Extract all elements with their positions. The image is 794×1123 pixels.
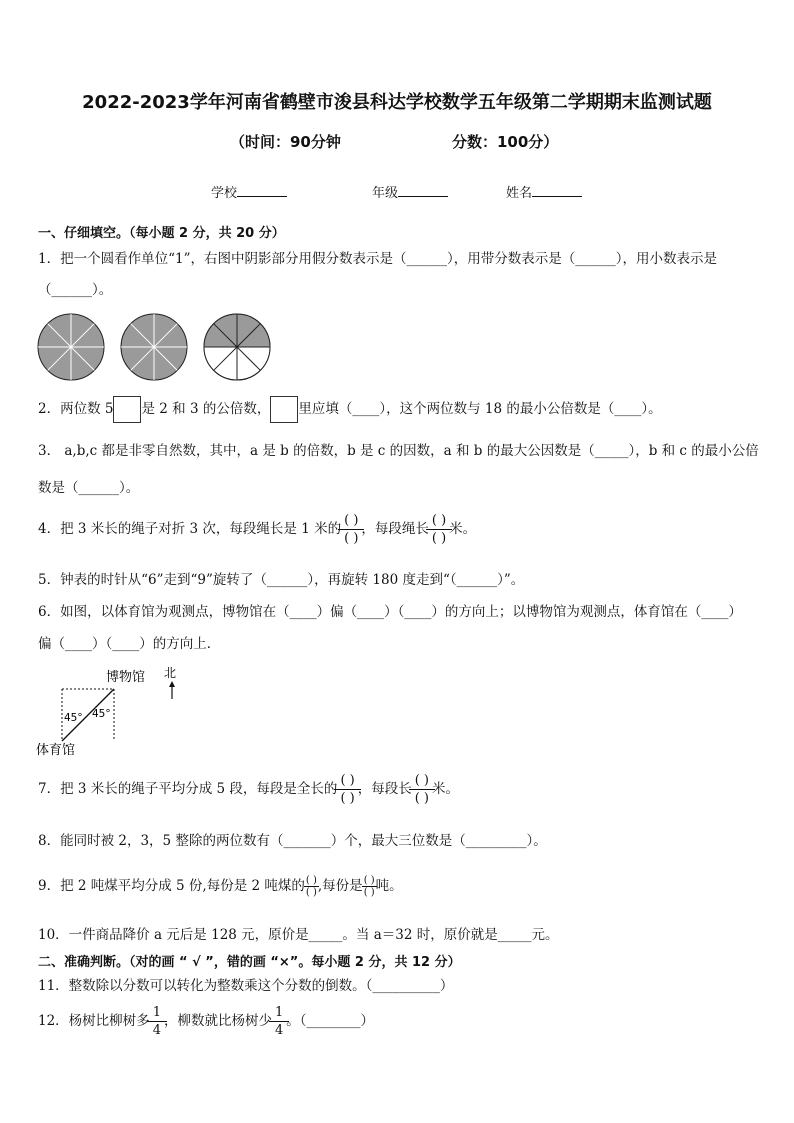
q10: 10．一件商品降价 a 元后是 128 元，原价是_____。当 a＝32 时，原价就是_____元。 [38,927,559,943]
q7: 7．把 3 米长的绳子平均分成 5 段，每段是全长的 $\frac{( )}{( )}$ ，每段长 $\frac{( )}{( )}$ 米。 [38,773,459,806]
q12-fraction-1: $\frac{1}{4}$ [150,1005,164,1038]
exam-score: 分数：100分） [452,133,559,151]
direction-figure [36,663,196,759]
circle-3 [204,314,270,380]
q12-fraction-2: $\frac{1}{4}$ [272,1005,286,1038]
q1-line2: （______）。 [38,282,113,298]
exam-time: （时间：90分钟 [230,133,341,151]
north-label: 北 [164,666,177,680]
q9-fraction-2[interactable]: ( ) ( ) [363,875,375,898]
gym-label: 体育馆 [36,743,76,758]
q1-line1: 1．把一个圆看作单位“1”，右图中阴影部分用假分数表示是（______），用带分数表示是（______），用小数表示是 [38,251,717,267]
q8: 8．能同时被 2，3，5 整除的两位数有（_______）个，最大三位数是（_________）。 [38,833,547,849]
q7-fraction-1[interactable]: $\frac{( )}{( )}$ [337,773,357,806]
q4-fraction-2[interactable]: $\frac{( )}{( )}$ [429,513,449,546]
q5: 5．钟表的时针从“6”走到“9”旋转了（______），再旋转 180 度走到“（______）”。 [38,572,525,588]
section2-heading: 二、准确判断。（对的画 “ √ ”，错的画 “×”。每小题 2 分，共 12 分） [38,955,461,970]
circle-2 [121,314,187,380]
name-blank[interactable] [532,184,582,197]
q3-line2: 数是（______）。 [38,480,140,496]
page-title: 2022-2023学年河南省鹤壁市浚县科达学校数学五年级第二学期期末监测试题 [82,92,712,113]
q7-fraction-2[interactable]: $\frac{( )}{( )}$ [412,773,432,806]
school-field: 学校 [211,182,287,201]
circles-figure [37,313,273,383]
section1-heading: 一、仔细填空。（每小题 2 分，共 20 分） [38,226,285,241]
q4: 4．把 3 米长的绳子对折 3 次，每段绳长是 1 米的 $\frac{( )}{( )}$ ，每段绳长 $\frac{( )}{( )}$ 米。 [38,513,477,546]
q6-line2: 偏（____）（____）的方向上． [38,636,221,652]
q9-fraction-1[interactable]: ( ) ( ) [305,875,317,898]
museum-label: 博物馆 [106,670,146,685]
q2: 2．两位数 5 是 2 和 3 的公倍数， 里应填（____），这个两位数与 18 的最小公倍数是（____）。 [38,396,662,423]
q2-box-1[interactable] [113,396,141,423]
circle-1 [38,314,104,380]
q2-box-2[interactable] [270,396,298,423]
q4-fraction-1[interactable]: $\frac{( )}{( )}$ [341,513,361,546]
angle-label-2: 45° [92,708,111,720]
q9: 9．把 2 吨煤平均分成 5 份,每份是 2 吨煤的 ( ) ( ) ,每份是 ( ) ( ) 吨。 [38,875,403,898]
q6-line1: 6．如图，以体育馆为观测点，博物馆在（____）偏（____）（____）的方向上；以博物馆为观测点，体育馆在（____） [38,604,742,620]
q12: 12．杨树比柳树多 $\frac{1}{4}$ ，柳数就比杨树少 $\frac{1}{4}$ 。（________） [38,1005,374,1038]
q3-line1: 3． a,b,c 都是非零自然数，其中，a 是 b 的倍数，b 是 c 的因数，a 和 b 的最大公因数是（_____），b 和 c 的最小公倍 [38,443,759,459]
q11: 11．整数除以分数可以转化为整数乘这个分数的倒数。（__________） [38,978,454,994]
school-blank[interactable] [237,184,287,197]
grade-field: 年级 [372,182,448,201]
grade-blank[interactable] [398,184,448,197]
angle-label-1: 45° [64,712,83,724]
name-field: 姓名 [506,182,582,201]
